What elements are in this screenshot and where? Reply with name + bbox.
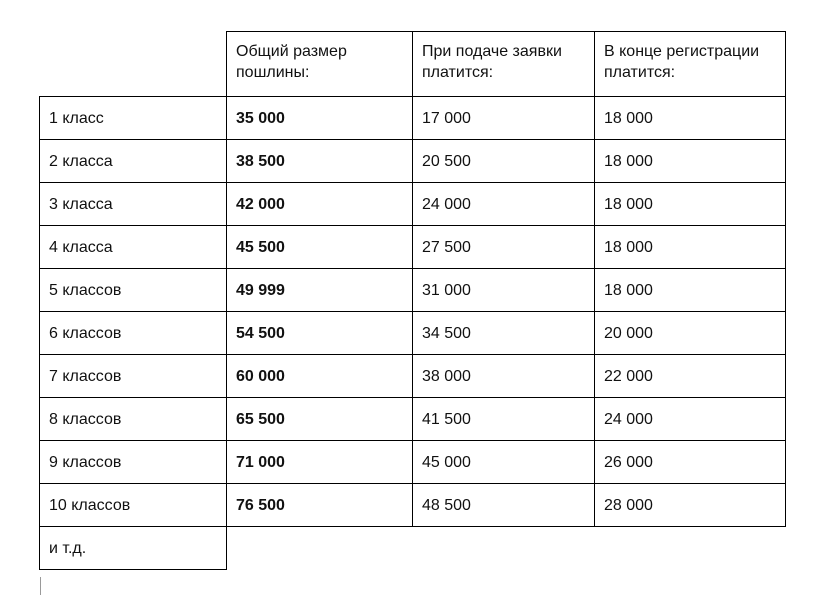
row-paid-at-end: 18 000 [595, 183, 786, 226]
row-total-fee: 76 500 [227, 484, 413, 527]
table-row [40, 441, 786, 484]
header-paid-on-submit: При подаче заявки платится: [413, 32, 595, 97]
row-total-fee: 45 500 [227, 226, 413, 269]
table-row [40, 398, 786, 441]
row-label: 1 класс [40, 97, 227, 140]
table-row [40, 226, 786, 269]
row-paid-on-submit: 27 500 [413, 226, 595, 269]
row-total-fee: 65 500 [227, 398, 413, 441]
row-paid-on-submit: 34 500 [413, 312, 595, 355]
table-header-row [40, 32, 786, 97]
text-cursor [40, 577, 41, 595]
header-total-fee: Общий размер пошлины: [227, 32, 413, 97]
fee-table [39, 31, 786, 570]
row-label: 9 классов [40, 441, 227, 484]
row-label: 8 классов [40, 398, 227, 441]
row-paid-at-end: 18 000 [595, 226, 786, 269]
row-total-fee: 38 500 [227, 140, 413, 183]
row-total-fee: 49 999 [227, 269, 413, 312]
row-paid-on-submit: 17 000 [413, 97, 595, 140]
footer-empty-cell [227, 527, 413, 570]
table-row [40, 355, 786, 398]
row-paid-on-submit: 20 500 [413, 140, 595, 183]
row-label: 5 классов [40, 269, 227, 312]
row-total-fee: 42 000 [227, 183, 413, 226]
table-row [40, 97, 786, 140]
row-paid-on-submit: 45 000 [413, 441, 595, 484]
table-row [40, 183, 786, 226]
footer-etc-label: и т.д. [40, 527, 227, 570]
row-total-fee: 35 000 [227, 97, 413, 140]
row-paid-at-end: 18 000 [595, 269, 786, 312]
row-paid-at-end: 18 000 [595, 140, 786, 183]
row-total-fee: 54 500 [227, 312, 413, 355]
row-paid-at-end: 28 000 [595, 484, 786, 527]
row-label: 6 классов [40, 312, 227, 355]
header-paid-at-end: В конце регистрации платится: [595, 32, 786, 97]
row-paid-on-submit: 24 000 [413, 183, 595, 226]
row-label: 10 классов [40, 484, 227, 527]
table-footer-row [40, 527, 786, 570]
row-paid-at-end: 18 000 [595, 97, 786, 140]
row-paid-at-end: 20 000 [595, 312, 786, 355]
table-row [40, 269, 786, 312]
row-paid-on-submit: 41 500 [413, 398, 595, 441]
table-row [40, 140, 786, 183]
row-paid-at-end: 22 000 [595, 355, 786, 398]
row-total-fee: 60 000 [227, 355, 413, 398]
row-label: 4 класса [40, 226, 227, 269]
row-label: 7 классов [40, 355, 227, 398]
row-paid-on-submit: 38 000 [413, 355, 595, 398]
row-total-fee: 71 000 [227, 441, 413, 484]
table-row [40, 312, 786, 355]
footer-empty-cell [595, 527, 786, 570]
row-label: 3 класса [40, 183, 227, 226]
header-empty-cell [40, 32, 227, 97]
row-paid-at-end: 24 000 [595, 398, 786, 441]
row-paid-on-submit: 48 500 [413, 484, 595, 527]
row-label: 2 класса [40, 140, 227, 183]
row-paid-at-end: 26 000 [595, 441, 786, 484]
row-paid-on-submit: 31 000 [413, 269, 595, 312]
table-row [40, 484, 786, 527]
footer-empty-cell [413, 527, 595, 570]
